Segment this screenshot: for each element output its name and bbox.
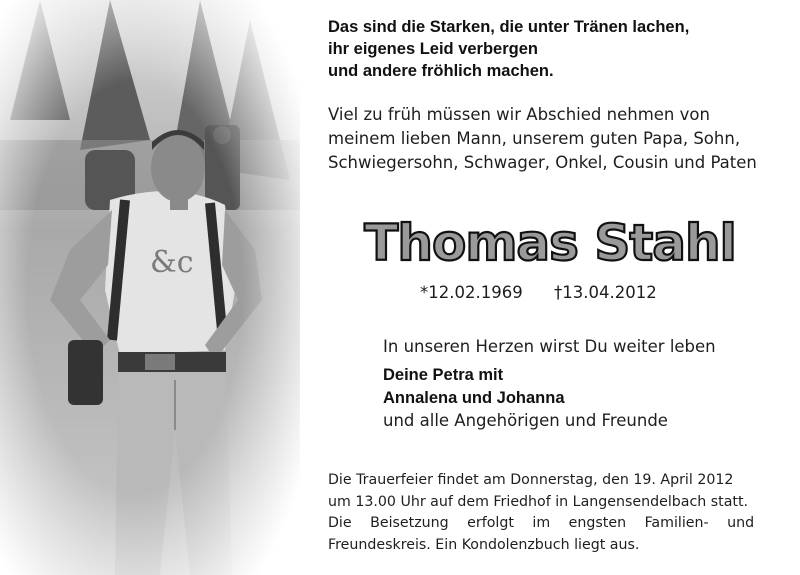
family-line: Deine Petra mit: [383, 366, 504, 384]
intro-line: Viel zu früh müssen wir Abschied nehmen von: [328, 105, 710, 124]
service-line: Freundeskreis. Ein Kondolenzbuch liegt aus.: [328, 536, 640, 553]
portrait-photo: [0, 0, 300, 575]
quote-verse: [328, 16, 788, 82]
relatives-line: und alle Angehörigen und Freunde: [383, 411, 668, 430]
family-signature: [383, 364, 783, 410]
deceased-name: Thomas Stahl: [364, 214, 736, 272]
portrait-illustration: [0, 0, 300, 575]
hearts-line: In unseren Herzen wirst Du weiter leben: [383, 337, 716, 356]
intro-line: Schwiegersohn, Schwager, Onkel, Cousin und Paten: [328, 153, 757, 172]
birth-date: *12.02.1969: [420, 283, 523, 302]
service-line: Die Beisetzung erfolgt im engsten Familien- und: [328, 515, 755, 531]
quote-line: und andere fröhlich machen.: [328, 62, 554, 80]
farewell-intro: [328, 103, 790, 175]
service-line: Die Trauerfeier findet am Donnerstag, den 19. April 2012: [328, 472, 734, 488]
life-dates: [420, 283, 740, 302]
death-date: †13.04.2012: [553, 283, 657, 302]
intro-line: meinem lieben Mann, unserem guten Papa, Sohn,: [328, 129, 741, 148]
quote-line: ihr eigenes Leid verbergen: [328, 40, 538, 58]
service-notice: [328, 470, 768, 556]
family-line: Annalena und Johanna: [383, 389, 565, 407]
service-line: um 13.00 Uhr auf dem Friedhof in Langensendelbach statt.: [328, 493, 749, 510]
quote-line: Das sind die Starken, die unter Tränen lachen,: [328, 18, 690, 36]
